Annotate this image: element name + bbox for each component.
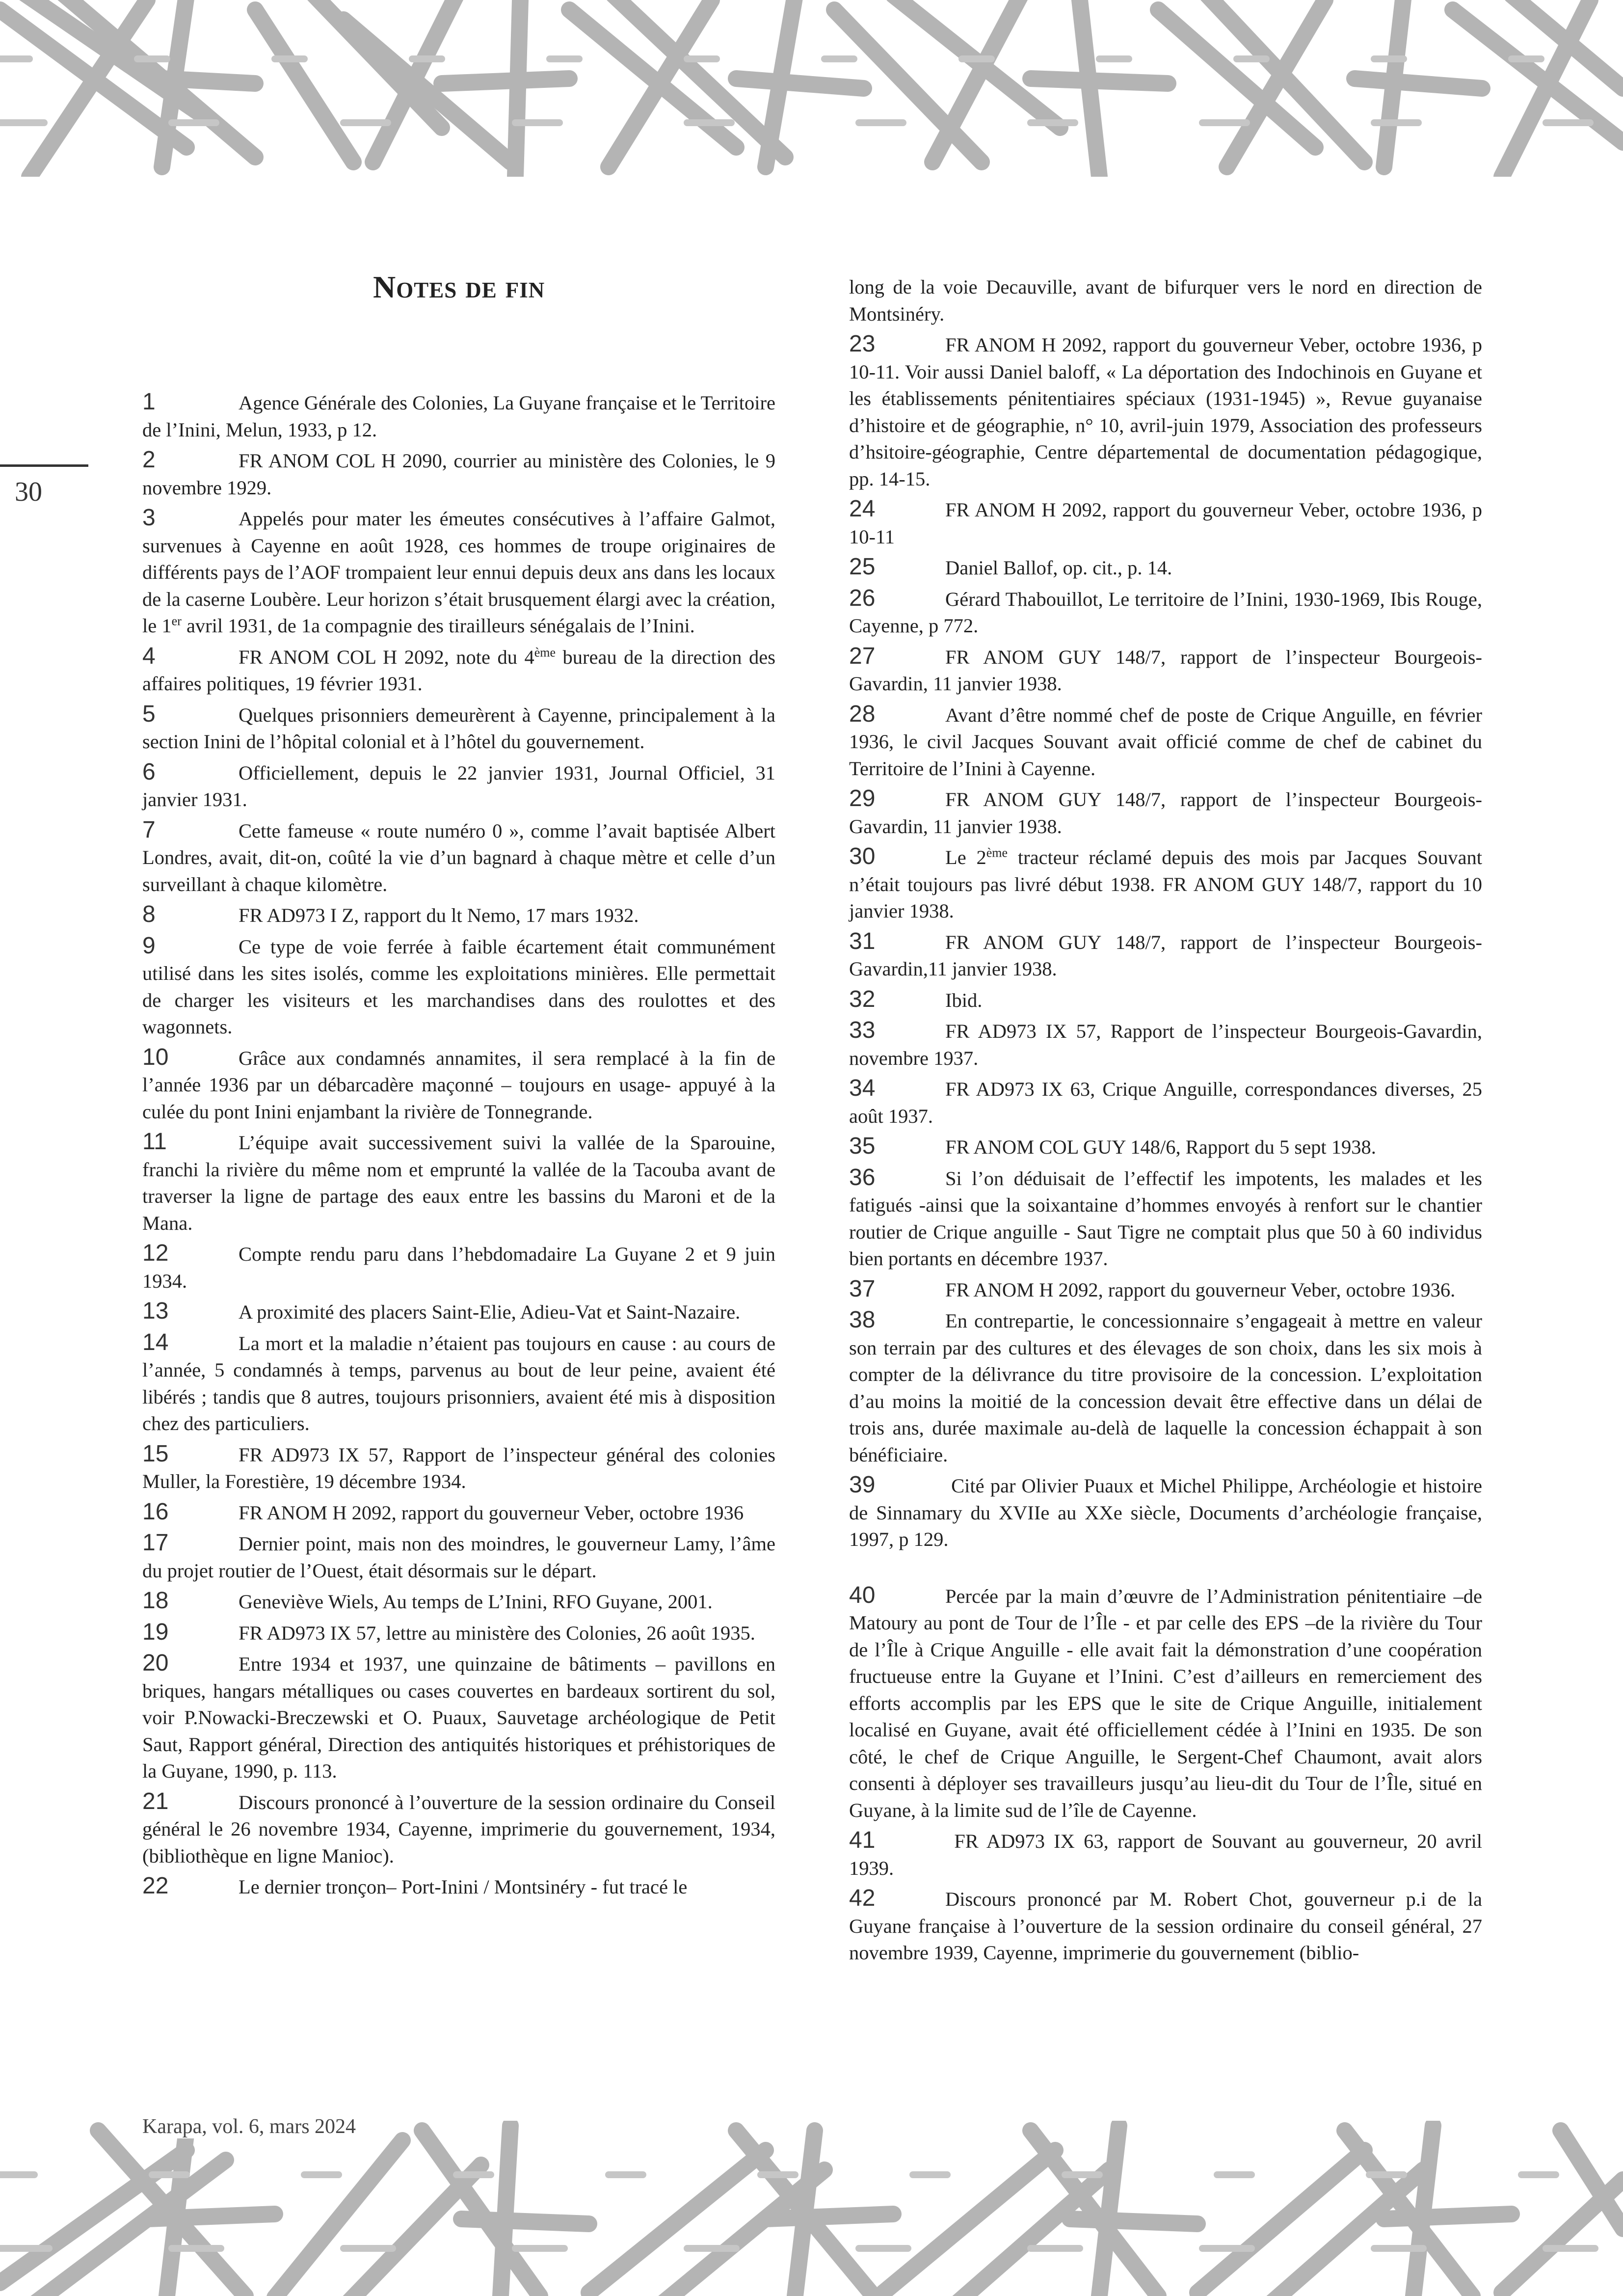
endnote-text: En contrepartie, le concessionnaire s’engageait à mettre en valeur son terrain par des cultures et des élevages de son choix, dans les six mois à compter de la délivrance du titre provisoire de la concession. L’exploitation d’au moins la moitié de la concession devait être effective dans un délai de trois ans, durée maximale au-delà de laquelle la concession échappait à son bénéficiaire. (849, 1310, 1482, 1466)
paragraph-gap (849, 1557, 1482, 1582)
endnote (142, 1329, 775, 1437)
endnote-number: 24 (849, 496, 876, 522)
endnote (142, 1588, 775, 1616)
endnote-text: Discours prononcé par M. Robert Chot, gouverneur p.i de la Guyane française à l’ouverture de la session ordinaire du conseil général, 27 novembre 1939, Cayenne, imprimerie du gouvernement (biblio- (849, 1888, 1482, 1964)
endnote-text: Si l’on déduisait de l’effectif les impotents, les malades et les fatigués -ainsi que la soixantaine d’hommes envoyés à renfort sur le chantier routier de Crique anguille - Saut Tigre ne comptait plus que 50 à 60 individus bien portants en décembre 1937. (849, 1167, 1482, 1270)
endnote-text: FR ANOM COL H 2092, note du 4 (239, 646, 534, 668)
endnote (849, 986, 1482, 1014)
endnote (849, 1075, 1482, 1130)
endnote-number: 35 (849, 1133, 876, 1159)
endnote-number: 32 (849, 986, 876, 1012)
endnote (142, 1619, 775, 1647)
endnote-text: Compte rendu paru dans l’hebdomadaire La Guyane 2 et 9 juin 1934. (142, 1243, 775, 1292)
endnote-text: FR ANOM H 2092, rapport du gouverneur Veber, octobre 1936. (945, 1278, 1456, 1301)
endnote-text: FR AD973 IX 63, rapport de Souvant au gouverneur, 20 avril 1939. (849, 1830, 1482, 1879)
endnote (142, 1530, 775, 1584)
endnote (142, 1129, 775, 1237)
endnote-text: FR ANOM COL H 2090, courrier au ministère des Colonies, le 9 novembre 1929. (142, 450, 775, 499)
endnote-text: Ce type de voie ferrée à faible écartement était communément utilisé dans les sites isolés, comme les exploitations minières. Elle permettait de charger les visiteurs et les marchandises dans des roulottes et des wagonnets. (142, 935, 775, 1038)
endnote (142, 701, 775, 756)
endnote-number: 13 (142, 1298, 169, 1324)
endnote-text-continued: bureau de la direction des affaires politiques, 19 février 1931. (142, 646, 775, 695)
endnote-number: 38 (849, 1307, 876, 1333)
endnote-text: FR AD973 IX 57, Rapport de l’inspecteur général des colonies Muller, la Forestière, 19 décembre 1934. (142, 1443, 775, 1492)
endnote-number: 3 (142, 505, 156, 531)
endnote-number: 33 (849, 1017, 876, 1043)
endnote (142, 1441, 775, 1495)
endnote-number: 10 (142, 1044, 169, 1070)
endnote (849, 843, 1482, 925)
endnote-number: 21 (142, 1788, 169, 1814)
endnote-superscript: ème (534, 645, 556, 659)
endnote-number: 40 (849, 1582, 876, 1608)
endnote-text: FR ANOM GUY 148/7, rapport de l’inspecteur Bourgeois-Gavardin,11 janvier 1938. (849, 931, 1482, 980)
endnote (849, 928, 1482, 983)
endnote-number: 39 (849, 1472, 876, 1498)
endnote (142, 643, 775, 698)
notes-column-left (142, 389, 775, 1904)
endnote-number: 12 (142, 1240, 169, 1266)
endnote-text: FR ANOM H 2092, rapport du gouverneur Veber, octobre 1936, p 10-11 (849, 499, 1482, 548)
endnote (142, 933, 775, 1041)
endnote (849, 1164, 1482, 1272)
endnote-text: Avant d’être nommé chef de poste de Crique Anguille, en février 1936, le civil Jacques Souvant avait officié comme de chef de cabinet du Territoire de l’Inini à Cayenne. (849, 703, 1482, 780)
endnote-text-continued: avril 1931, de 1a compagnie des tirailleurs sénégalais de l’Inini. (181, 615, 695, 637)
endnote-text: long de la voie Decauville, avant de bifurquer vers le nord en direction de Montsinéry. (849, 276, 1482, 325)
section-title: Notes de fin (373, 270, 545, 304)
endnote-text: FR ANOM H 2092, rapport du gouverneur Veber, octobre 1936 (239, 1501, 744, 1524)
bottom-decorative-band (0, 2121, 1623, 2296)
endnote (849, 496, 1482, 550)
woven-pattern-bottom (0, 2121, 1623, 2296)
endnote (849, 1276, 1482, 1304)
endnote-number: 34 (849, 1075, 876, 1101)
endnote-number: 30 (849, 843, 876, 869)
endnote (142, 1788, 775, 1870)
endnote (142, 817, 775, 898)
endnote-superscript: er (171, 614, 182, 628)
endnote-number: 31 (849, 928, 876, 954)
endnote (849, 701, 1482, 783)
endnote-number: 28 (849, 701, 876, 727)
endnote (849, 1307, 1482, 1468)
endnote-text: Cette fameuse « route numéro 0 », comme l’avait baptisée Albert Londres, avait, dit-on, coûté la vie d’un bagnard à chaque mètre et celle d’un surveillant à chaque kilomètre. (142, 819, 775, 895)
endnote-number: 22 (142, 1873, 169, 1899)
endnote-number: 1 (142, 389, 156, 415)
endnote-number: 20 (142, 1650, 169, 1676)
endnote-text: FR ANOM GUY 148/7, rapport de l’inspecteur Bourgeois-Gavardin, 11 janvier 1938. (849, 788, 1482, 837)
endnote-text: Agence Générale des Colonies, La Guyane française et le Territoire de l’Inini, Melun, 1933, p 12. (142, 392, 775, 441)
endnote-number: 26 (849, 585, 876, 611)
endnote-text: La mort et la maladie n’étaient pas toujours en cause : au cours de l’année, 5 condamnés à temps, parvenus au bout de leur peine, avaient été libérés ; tandis que 8 autres, toujours prisonniers, avaient été mis à disposition chez des particuliers. (142, 1332, 775, 1434)
endnote-text: A proximité des placers Saint-Elie, Adieu-Vat et Saint-Nazaire. (239, 1301, 741, 1323)
endnote (142, 389, 775, 443)
endnote-number: 16 (142, 1498, 169, 1525)
endnote (142, 1044, 775, 1126)
endnote-text: Grâce aux condamnés annamites, il sera remplacé à la fin de l’année 1936 par un débarcadère maçonné – toujours en usage- appuyé à la culée du pont Inini enjambant la rivière de Tonnegrande. (142, 1047, 775, 1123)
endnote-text: FR ANOM COL GUY 148/6, Rapport du 5 sept 1938. (945, 1136, 1376, 1158)
endnote-text: Ibid. (945, 989, 983, 1011)
endnote (849, 554, 1482, 582)
endnote (849, 1017, 1482, 1072)
endnote-number: 14 (142, 1329, 169, 1355)
notes-column-right (849, 274, 1482, 1970)
endnote (849, 1472, 1482, 1553)
endnote-number: 6 (142, 758, 156, 785)
endnote-number: 29 (849, 785, 876, 811)
endnote-text: FR AD973 I Z, rapport du lt Nemo, 17 mars 1932. (239, 904, 639, 926)
endnote-number: 2 (142, 447, 156, 473)
endnote-text: L’équipe avait successivement suivi la vallée de la Sparouine, franchi la rivière du même nom et emprunté la vallée de la Tacouba avant de traverser la ligne de partage des eaux entre les bassins du Maroni et de la Mana. (142, 1132, 775, 1234)
woven-pattern-top (0, 0, 1623, 177)
endnote-number: 17 (142, 1530, 169, 1556)
endnote-number: 42 (849, 1885, 876, 1911)
endnote-number: 36 (849, 1164, 876, 1190)
endnote-text: FR AD973 IX 57, lettre au ministère des Colonies, 26 août 1935. (239, 1621, 755, 1644)
endnote-number: 18 (142, 1588, 169, 1614)
endnote-superscript: ème (986, 845, 1008, 860)
endnote-text: FR AD973 IX 57, Rapport de l’inspecteur Bourgeois-Gavardin, novembre 1937. (849, 1020, 1482, 1069)
endnote-text: Cité par Olivier Puaux et Michel Philippe, Archéologie et histoire de Sinnamary du XVIIe au XXe siècle, Documents d’archéologie française, 1997, p 129. (849, 1475, 1482, 1550)
endnote-number: 5 (142, 701, 156, 727)
endnote (849, 331, 1482, 492)
page-number-rule (0, 464, 88, 467)
page-number: 30 (15, 477, 42, 507)
endnote-text: Officiellement, depuis le 22 janvier 1931, Journal Officiel, 31 janvier 1931. (142, 761, 775, 810)
endnote-text: Discours prononcé à l’ouverture de la session ordinaire du Conseil général le 26 novembre 1934, Cayenne, imprimerie du gouvernement, 1934, (bibliothèque en ligne Manioc). (142, 1791, 775, 1867)
endnote (849, 585, 1482, 640)
endnote-number: 19 (142, 1619, 169, 1645)
endnote (849, 274, 1482, 327)
endnote-number: 8 (142, 901, 156, 927)
endnote-number: 4 (142, 643, 156, 669)
endnote-number: 23 (849, 331, 876, 357)
top-decorative-band (0, 0, 1623, 177)
endnote-text: Appelés pour mater les émeutes consécutives à l’affaire Galmot, survenues à Cayenne en août 1928, ces hommes de troupe originaires de différents pays de l’AOF trompaient leur ennui depuis deux ans dans les locaux de la caserne Loubère. Leur horizon s’était brusquement élargi avec la création, le 1 (142, 508, 775, 637)
endnote (142, 1240, 775, 1295)
endnote (849, 1885, 1482, 1967)
endnote-text: Dernier point, mais non des moindres, le gouverneur Lamy, l’âme du projet routier de l’Ouest, était désormais sur le départ. (142, 1533, 775, 1582)
endnote (142, 505, 775, 640)
endnote-number: 9 (142, 932, 156, 959)
endnote (142, 1298, 775, 1326)
endnote (142, 1650, 775, 1785)
endnote-number: 41 (849, 1827, 876, 1853)
endnote-number: 15 (142, 1440, 169, 1467)
endnote-text: FR ANOM GUY 148/7, rapport de l’inspecteur Bourgeois-Gavardin, 11 janvier 1938. (849, 646, 1482, 695)
endnote-text: Percée par la main d’œuvre de l’Administration pénitentiaire –de Matoury au pont de Tour de l’Île - et par celle des EPS –de la rivière du Tour de l’Île à Crique Anguille - elle avait fait la démonstration d’une coopération fructueuse entre la Guyane et l’Inini. C’est d’ailleurs en remerciement des efforts accomplis par les EPS que le site de Crique Anguille, initialement localisé en Guyane, avait été officiellement cédée à l’Inini en 1935. De son côté, le chef de Crique Anguille, le Sergent-Chef Chaumont, avait alors consenti à déployer ses travailleurs jusqu’au lieu-dit du Tour de l’Île, situé en Guyane, à la limite sud de l’île de Cayenne. (849, 1585, 1482, 1821)
endnote-text-continued: tracteur réclamé depuis des mois par Jacques Souvant n’était toujours pas livré début 1938. FR ANOM GUY 148/7, rapport du 10 janvier 1938. (849, 846, 1482, 922)
endnote (849, 785, 1482, 840)
endnote-number: 25 (849, 554, 876, 580)
endnote-text: Daniel Ballof, op. cit., p. 14. (945, 557, 1172, 579)
endnote (142, 447, 775, 501)
endnote-number: 37 (849, 1275, 876, 1302)
endnote-text: Entre 1934 et 1937, une quinzaine de bâtiments – pavillons en briques, hangars métalliques ou cases couvertes en bardeaux sortirent du sol, voir P.Nowacki-Breczewski et O. Puaux, Sauvetage archéologique de Petit Saut, Rapport général, Direction des antiquités historiques et préhistoriques de la Guyane, 1990, p. 113. (142, 1653, 775, 1782)
endnote (849, 1582, 1482, 1824)
endnote (142, 759, 775, 813)
endnote (142, 901, 775, 929)
endnote (849, 1827, 1482, 1882)
endnote-text: Le 2 (945, 846, 986, 868)
endnote-text: Quelques prisonniers demeurèrent à Cayenne, principalement à la section Inini de l’hôpital colonial et à l’hôtel du gouvernement. (142, 703, 775, 753)
endnote-number: 27 (849, 643, 876, 669)
endnote (142, 1499, 775, 1527)
endnote-number: 11 (142, 1129, 167, 1155)
endnote (849, 1133, 1482, 1161)
endnote-text: FR ANOM H 2092, rapport du gouverneur Veber, octobre 1936, p 10-11. Voir aussi Daniel baloff, « La déportation des Indochinois en Guyane et les établissements pénitentiaires spéciaux (1931-1945) », Revue guyanaise d’histoire et de géographie, n° 10, avril-juin 1979, Association des professeurs d’hsitoire-géographie, Centre départemental de documentation pédagogique, pp. 14-15. (849, 334, 1482, 490)
endnote-text: Geneviève Wiels, Au temps de L’Inini, RFO Guyane, 2001. (239, 1591, 713, 1613)
endnote-number: 7 (142, 816, 156, 843)
endnote-text: Gérard Thabouillot, Le territoire de l’Inini, 1930-1969, Ibis Rouge, Cayenne, p 772. (849, 588, 1482, 637)
footer-citation: Karapa, vol. 6, mars 2024 (142, 2115, 363, 2138)
endnote-text: FR AD973 IX 63, Crique Anguille, correspondances diverses, 25 août 1937. (849, 1078, 1482, 1127)
endnote (142, 1873, 775, 1901)
endnote-text: Le dernier tronçon– Port-Inini / Montsinéry - fut tracé le (239, 1876, 688, 1898)
endnote (849, 643, 1482, 698)
